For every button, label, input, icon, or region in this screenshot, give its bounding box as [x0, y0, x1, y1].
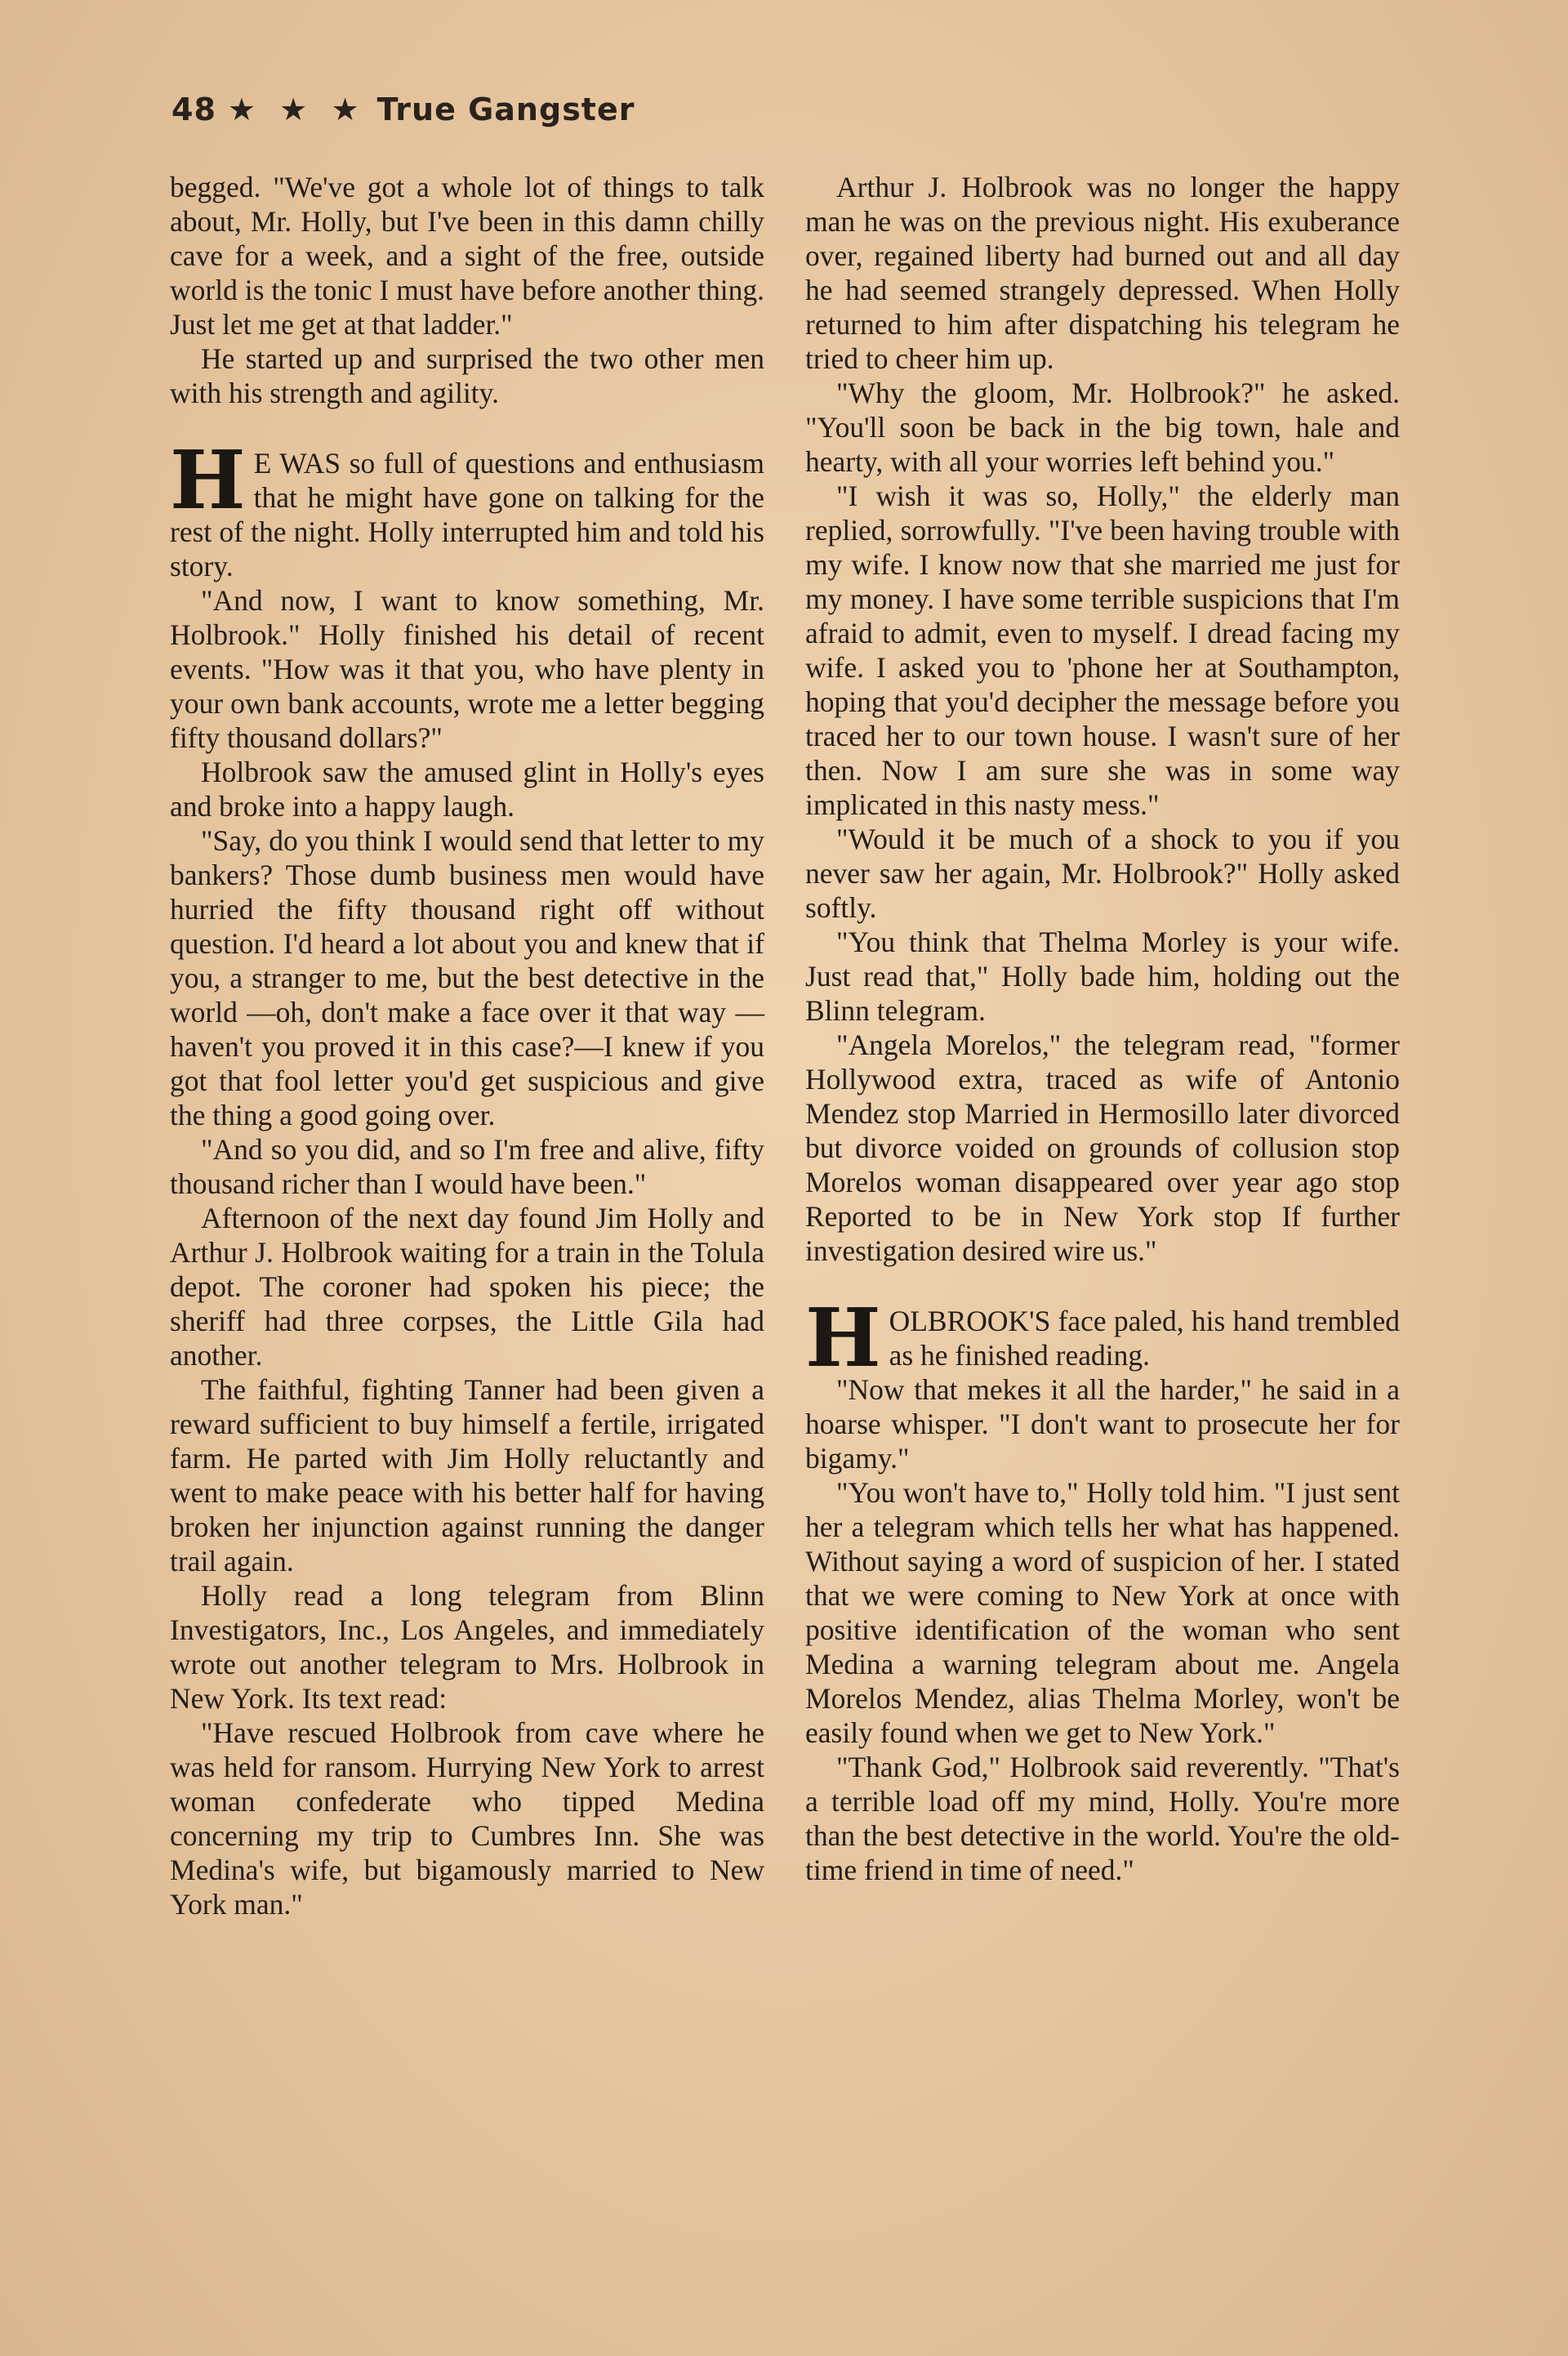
- paragraph: begged. "We've got a whole lot of things to talk about, Mr. Holly, but I've been in this damn chilly cave for a week, and a sight of the free, outside world is the tonic I must have before another thing. Just let me get at that ladder.": [170, 171, 764, 341]
- paragraph: "Have rescued Holbrook from cave where he was held for ransom. Hurrying New York to arrest woman confederate who tipped Medina concerning my trip to Cumbres Inn. She was Medina's wife, but bigamously married to New York man.": [170, 1716, 764, 1921]
- paragraph: He started up and surprised the two other men with his strength and agility.: [170, 342, 764, 409]
- left-column: [170, 170, 764, 1921]
- header-stars: ★ ★ ★: [227, 91, 366, 127]
- page-number: 48: [172, 91, 216, 127]
- paragraph-text: OLBROOK'S face paled, his hand trembled as he finished reading.: [889, 1305, 1400, 1372]
- paragraph: "You think that Thelma Morley is your wife. Just read that," Holly bade him, holding out the Blinn telegram.: [805, 926, 1400, 1027]
- paragraph: "Thank God," Holbrook said reverently. "That's a terrible load off my mind, Holly. You're more than the best detective in the world. You're the old-time friend in time of need.": [805, 1751, 1400, 1886]
- drop-cap: H: [805, 1292, 881, 1385]
- page-header: [172, 91, 635, 127]
- paragraph: Holly read a long telegram from Blinn Investigators, Inc., Los Angeles, and immediately wrote out another telegram to Mrs. Holbrook in New York. Its text read:: [170, 1579, 764, 1715]
- paragraph-dropcap: [170, 434, 764, 583]
- paragraph: The faithful, fighting Tanner had been given a reward sufficient to buy himself a fertile, irrigated farm. He parted with Jim Holly reluctantly and went to make peace with his better half for having broken her injunction against running the danger trail again.: [170, 1373, 764, 1577]
- right-column: [805, 170, 1400, 1887]
- paragraph-text: E WAS so full of questions and enthusiasm that he might have gone on talking for the rest of the night. Holly interrupted him and told his story.: [170, 447, 764, 582]
- paragraph: Arthur J. Holbrook was no longer the happy man he was on the previous night. His exuberance over, regained liberty had burned out and all day he had seemed strangely depressed. When Holly returned to him after dispatching his telegram he tried to cheer him up.: [805, 171, 1400, 375]
- magazine-title: True Gangster: [376, 91, 635, 127]
- paragraph: "Why the gloom, Mr. Holbrook?" he asked. "You'll soon be back in the big town, hale and hearty, with all your worries left behind you.": [805, 377, 1400, 478]
- paragraph: "Now that mekes it all the harder," he said in a hoarse whisper. "I don't want to prosecute her for bigamy.": [805, 1373, 1400, 1475]
- paragraph: Holbrook saw the amused glint in Holly's eyes and broke into a happy laugh.: [170, 756, 764, 823]
- drop-cap: H: [170, 434, 246, 528]
- paragraph: "I wish it was so, Holly," the elderly man replied, sorrowfully. "I've been having trouble with my wife. I know now that she married me just for my money. I have some terrible suspicions that I'm afraid to admit, even to myself. I dread facing my wife. I asked you to 'phone her at Southampton, hoping that you'd decipher the message before you traced her to our town house. I wasn't sure of her then. Now I am sure she was in some way implicated in this nasty mess.": [805, 480, 1400, 821]
- paragraph-dropcap: [805, 1292, 1400, 1385]
- paragraph: "And now, I want to know something, Mr. Holbrook." Holly finished his detail of recent events. "How was it that you, who have plenty in your own bank accounts, wrote me a letter begging fifty thousand dollars?": [170, 584, 764, 754]
- paragraph: "And so you did, and so I'm free and alive, fifty thousand richer than I would have been.": [170, 1133, 764, 1200]
- paragraph: "Say, do you think I would send that letter to my bankers? Those dumb business men would have hurried the fifty thousand right off without question. I'd heard a lot about you and knew that if you, a stranger to me, but the best detective in the world —oh, don't make a face over it that way —haven't you proved it in this case?—I knew if you got that fool letter you'd get suspicious and give the thing a good going over.: [170, 824, 764, 1131]
- paragraph: "You won't have to," Holly told him. "I just sent her a telegram which tells her what has happened. Without saying a word of suspicion of her. I stated that we were coming to New York at once with positive identification of the woman who sent Medina a warning telegram about me. Angela Morelos Mendez, alias Thelma Morley, won't be easily found when we get to New York.": [805, 1476, 1400, 1749]
- paragraph: Afternoon of the next day found Jim Holly and Arthur J. Holbrook waiting for a train in the Tolula depot. The coroner had spoken his piece; the sheriff had three corpses, the Little Gila had another.: [170, 1202, 764, 1372]
- paragraph: "Angela Morelos," the telegram read, "former Hollywood extra, traced as wife of Antonio Mendez stop Married in Hermosillo later divorced but divorce voided on grounds of collusion stop Morelos woman disappeared over year ago stop Reported to be in New York stop If further investigation desired wire us.": [805, 1029, 1400, 1267]
- paragraph: "Would it be much of a shock to you if you never saw her again, Mr. Holbrook?" Holly asked softly.: [805, 823, 1400, 924]
